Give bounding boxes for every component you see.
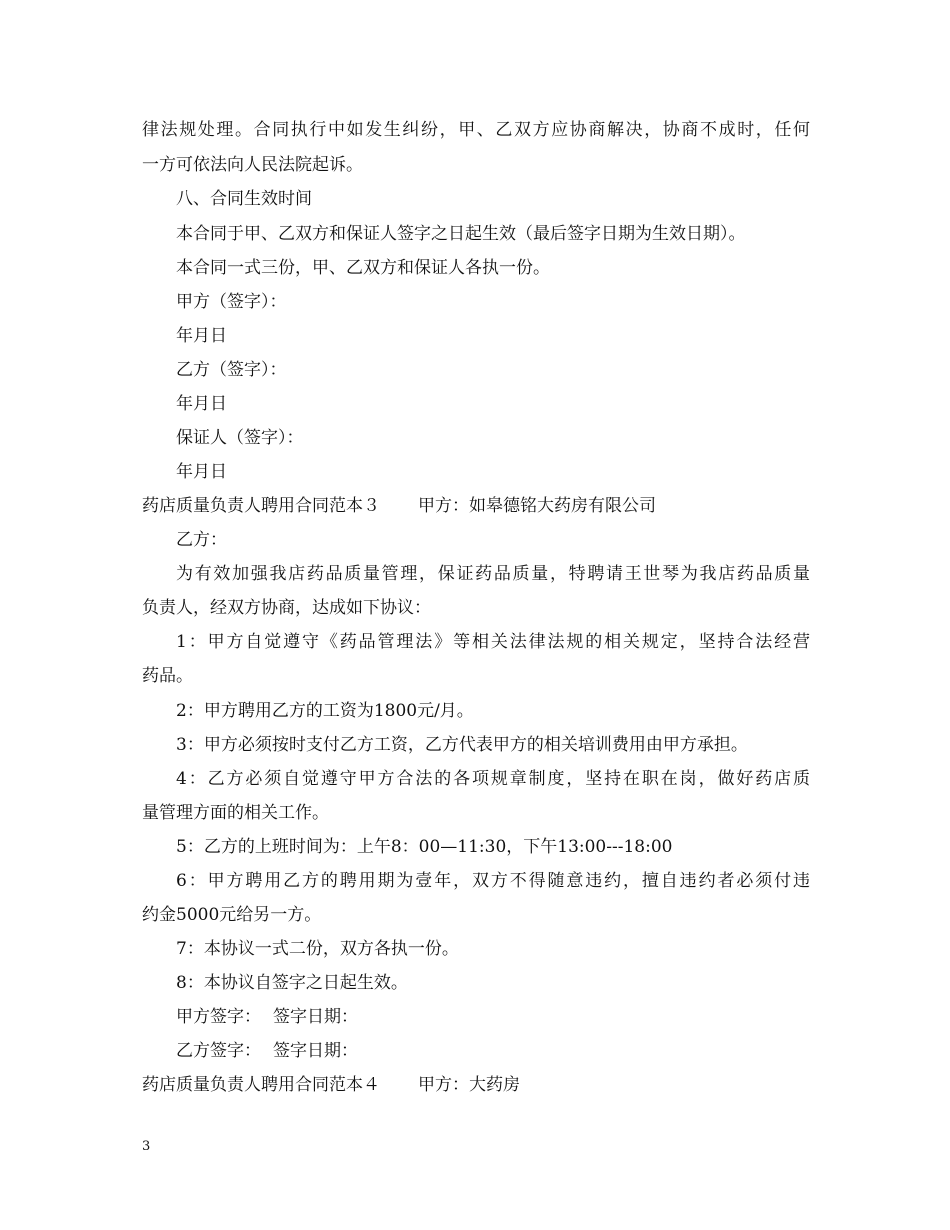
clause-line: 7：本协议一式二份，双方各执一份。 bbox=[176, 939, 459, 959]
date-label: 年月日 bbox=[176, 462, 227, 482]
clause-line: 约金5000元给另一方。 bbox=[142, 905, 322, 925]
paragraph-line: 本合同一式三份，甲、乙双方和保证人各执一份。 bbox=[176, 258, 550, 278]
clause-line: 量管理方面的相关工作。 bbox=[142, 803, 329, 823]
party-a-name: 甲方：大药房 bbox=[418, 1075, 520, 1095]
clause-line: 药品。 bbox=[142, 666, 193, 686]
section-heading: 八、合同生效时间 bbox=[176, 189, 312, 209]
signature-row-a bbox=[176, 1007, 358, 1027]
paragraph-line: 负责人，经双方协商，达成如下协议： bbox=[142, 598, 431, 618]
clause-line: 8：本协议自签字之日起生效。 bbox=[176, 973, 408, 993]
paragraph-line: 一方可依法向人民法院起诉。 bbox=[142, 155, 363, 175]
page-number: 3 bbox=[142, 1139, 151, 1154]
signature-label: 乙方签字： bbox=[176, 1041, 261, 1061]
paragraph-line: 律法规处理。合同执行中如发生纠纷，甲、乙双方应协商解决，协商不成时，任何 bbox=[142, 120, 810, 140]
party-a-name: 甲方：如皋德铭大药房有限公司 bbox=[418, 496, 656, 516]
clause-line: 4：乙方必须自觉遵守甲方合法的各项规章制度，坚持在职在岗，做好药店质 bbox=[176, 769, 810, 789]
clause-line: 1：甲方自觉遵守《药品管理法》等相关法律法规的相关规定，坚持合法经营 bbox=[176, 632, 810, 652]
date-label: 年月日 bbox=[176, 394, 227, 414]
paragraph-line: 为有效加强我店药品质量管理，保证药品质量，特聘请王世琴为我店药品质量 bbox=[176, 564, 810, 584]
contract-title: 药店质量负责人聘用合同范本３ bbox=[142, 496, 380, 516]
signature-label: 甲方（签字）： bbox=[176, 292, 287, 312]
clause-line: 3：甲方必须按时支付乙方工资，乙方代表甲方的相关培训费用由甲方承担。 bbox=[176, 735, 748, 755]
date-label: 年月日 bbox=[176, 326, 227, 346]
signature-label: 乙方（签字）： bbox=[176, 360, 287, 380]
signature-row-b bbox=[176, 1041, 358, 1061]
contract-title: 药店质量负责人聘用合同范本４ bbox=[142, 1075, 380, 1095]
clause-line: 5：乙方的上班时间为：上午8：00—11:30，下午13:00---18:00 bbox=[176, 837, 673, 857]
clause-line: 2：甲方聘用乙方的工资为1800元/月。 bbox=[176, 701, 474, 721]
party-b-name: 乙方： bbox=[176, 530, 227, 550]
date-label: 签字日期： bbox=[273, 1041, 358, 1061]
clause-line: 6：甲方聘用乙方的聘用期为壹年，双方不得随意违约，擅自违约者必须付违 bbox=[176, 871, 810, 891]
date-label: 签字日期： bbox=[273, 1007, 358, 1027]
signature-label: 甲方签字： bbox=[176, 1007, 261, 1027]
contract-heading-3 bbox=[142, 496, 656, 516]
signature-label: 保证人（签字）： bbox=[176, 428, 304, 448]
contract-heading-4 bbox=[142, 1075, 520, 1095]
paragraph-line: 本合同于甲、乙双方和保证人签字之日起生效（最后签字日期为生效日期）。 bbox=[176, 224, 746, 244]
